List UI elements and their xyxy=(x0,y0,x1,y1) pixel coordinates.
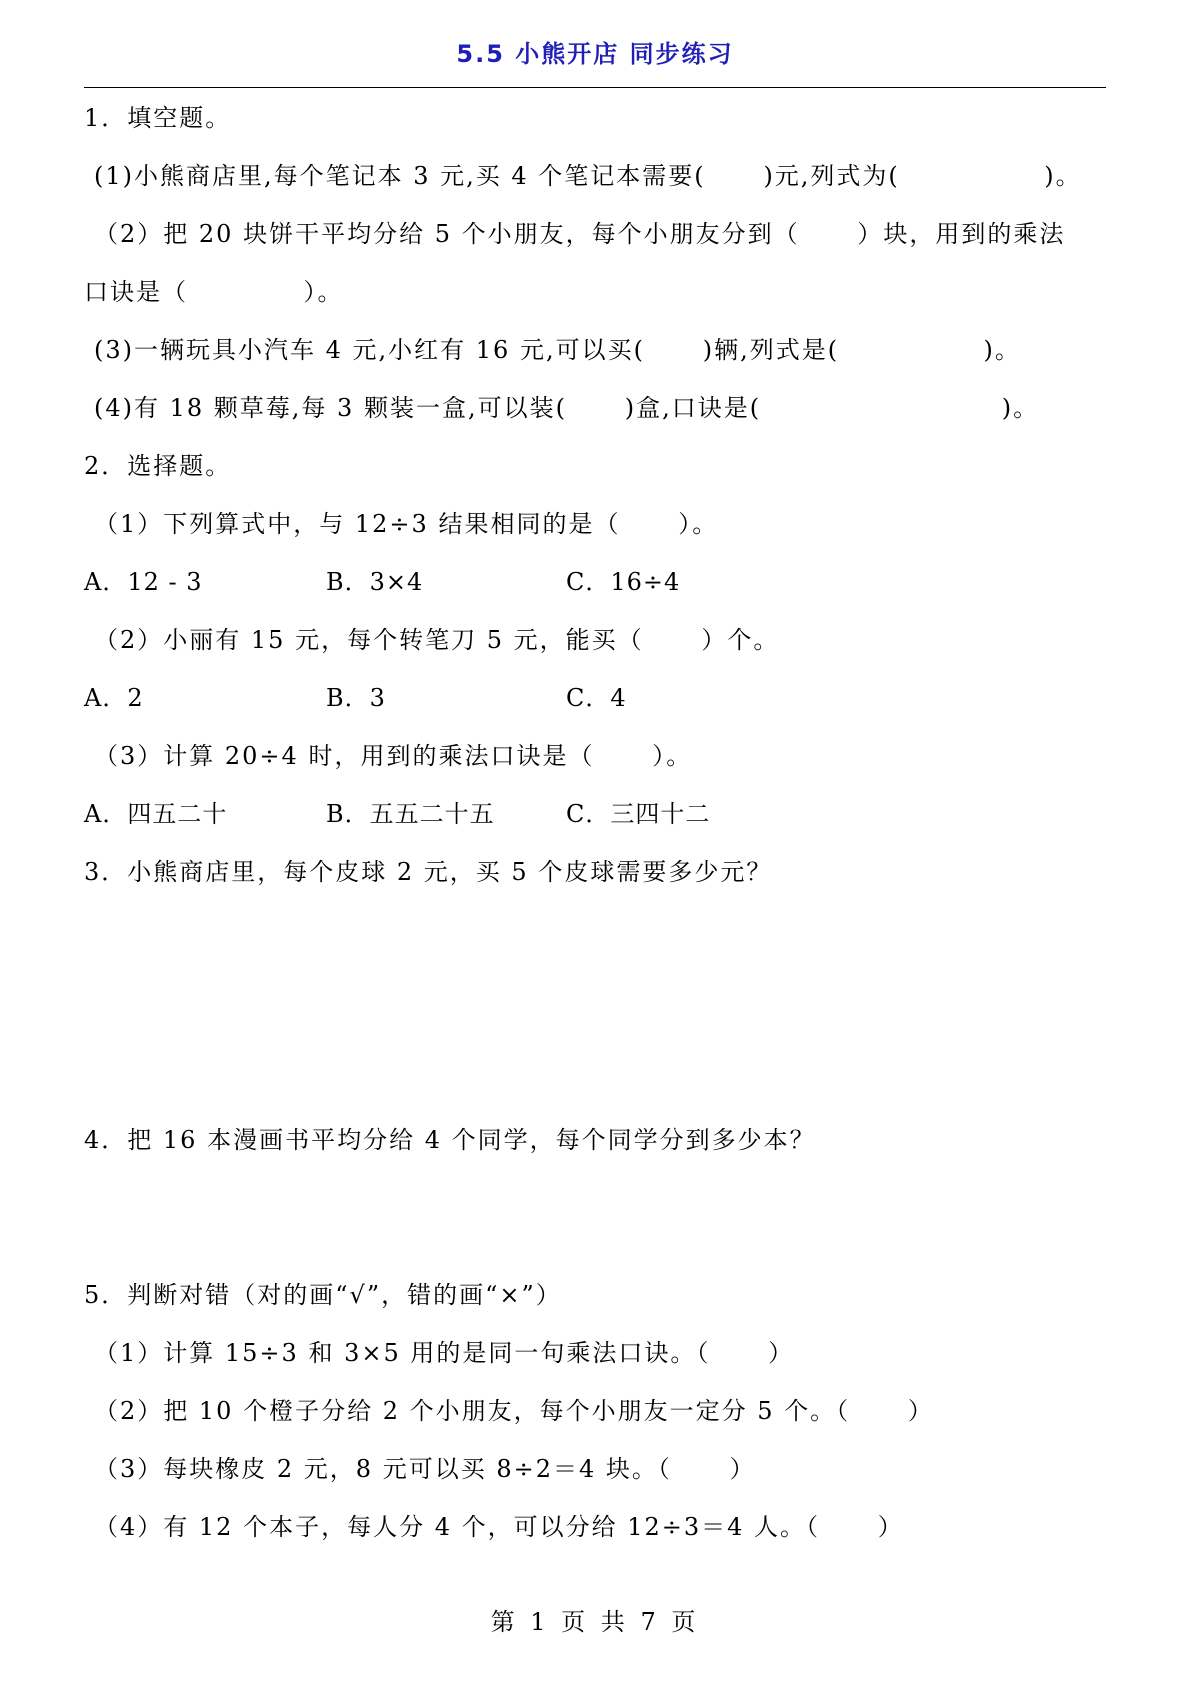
q2-sub-2-option-a: A．2 xyxy=(84,684,144,712)
q4-text: 4．把 16 本漫画书平均分给 4 个同学，每个同学分到多少本？ xyxy=(84,1126,816,1154)
q2-sub-3-stem: （3）计算 20÷4 时，用到的乘法口诀是（ ）。 xyxy=(94,742,693,770)
q2-sub-1-stem: （1）下列算式中，与 12÷3 结果相同的是（ ）。 xyxy=(94,510,719,538)
q2-sub-3-option-b: B．五五二十五 xyxy=(326,800,495,828)
q5-heading: 5．判断对错（对的画“√”，错的画“×”） xyxy=(84,1281,562,1309)
q1-item-3: (3)一辆玩具小汽车 4 元,小红有 16 元,可以买( )辆,列式是( )。 xyxy=(94,336,1021,364)
q2-sub-2-option-b: B．3 xyxy=(326,684,386,712)
q1-heading: 1．填空题。 xyxy=(84,104,232,132)
q1-item-4: (4)有 18 颗草莓,每 3 颗装一盒,可以装( )盒,口诀是( )。 xyxy=(94,394,1040,422)
q2-sub-2-option-c: C．4 xyxy=(566,684,627,712)
q2-sub-1-option-a: A．12 - 3 xyxy=(84,568,203,596)
q2-sub-1-option-b: B．3×4 xyxy=(326,568,424,596)
q2-sub-3-option-a: A．四五二十 xyxy=(84,800,228,828)
q5-item-3: （3）每块橡皮 2 元，8 元可以买 8÷2＝4 块。（ ） xyxy=(94,1455,756,1483)
q1-item-1: (1)小熊商店里,每个笔记本 3 元,买 4 个笔记本需要( )元,列式为( )。 xyxy=(94,162,1082,190)
q3-text: 3．小熊商店里，每个皮球 2 元，买 5 个皮球需要多少元？ xyxy=(84,858,773,886)
q1-item-2-continued: 口诀是（ ）。 xyxy=(84,278,344,306)
q2-sub-3-option-c: C．三四十二 xyxy=(566,800,711,828)
title-divider xyxy=(84,87,1106,88)
q5-item-1: （1）计算 15÷3 和 3×5 用的是同一句乘法口诀。（ ） xyxy=(94,1339,795,1367)
page-footer: 第 1 页 共 7 页 xyxy=(490,1608,700,1636)
q2-heading: 2．选择题。 xyxy=(84,452,232,480)
q5-item-4: （4）有 12 个本子，每人分 4 个，可以分给 12÷3＝4 人。（ ） xyxy=(94,1513,904,1541)
q2-sub-2-stem: （2）小丽有 15 元，每个转笔刀 5 元，能买（ ）个。 xyxy=(94,626,780,654)
q5-item-2: （2）把 10 个橙子分给 2 个小朋友，每个小朋友一定分 5 个。（ ） xyxy=(94,1397,934,1425)
q2-sub-1-option-c: C．16÷4 xyxy=(566,568,681,596)
page-title: 5.5 小熊开店 同步练习 xyxy=(456,40,734,68)
q1-item-2: （2）把 20 块饼干平均分给 5 个小朋友，每个小朋友分到（ ）块，用到的乘法 xyxy=(94,220,1066,248)
